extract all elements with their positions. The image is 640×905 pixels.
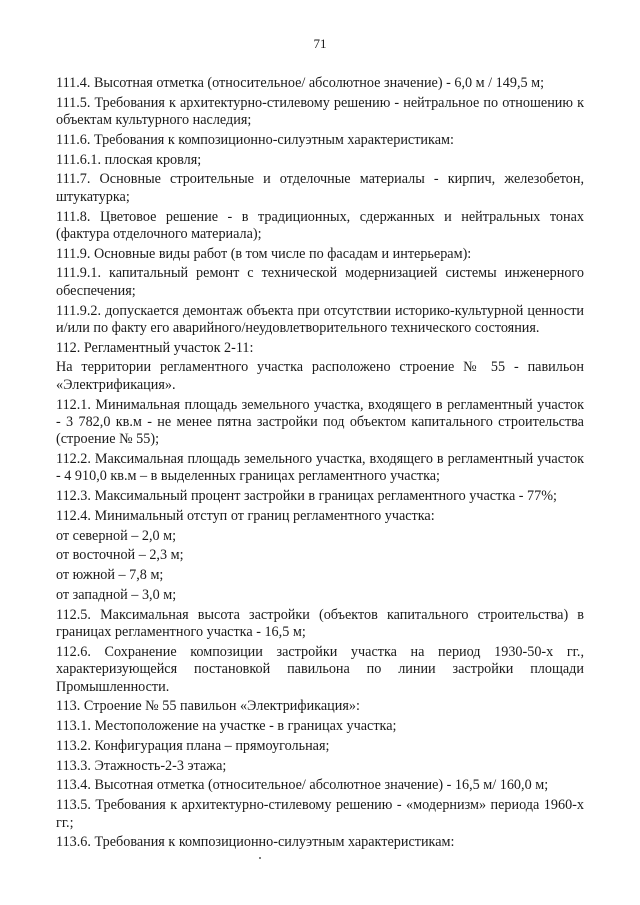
paragraph-111-9-2: 111.9.2. допускается демонтаж объекта при отсутствии историко-культурной ценности и/или по факту его аварийного/неудовлетворительного технического состояния. <box>56 302 584 336</box>
document-body <box>56 75 584 854</box>
setback-east: от восточной – 2,3 м; <box>56 547 184 564</box>
paragraph-112-intro: На территории регламентного участка расположено строение № 55 - павильон «Электрификация». <box>56 359 584 393</box>
page-number: 71 <box>313 36 327 51</box>
paragraph-112-1: 112.1. Минимальная площадь земельного участка, входящего в регламентный участок - 3 782,0 кв.м - не менее пятна застройки под объектом капитального строительства (строение № 55); <box>56 396 584 448</box>
paragraph-112: 112. Регламентный участок 2-11: <box>56 339 254 356</box>
paragraph-111-9-1: 111.9.1. капитальный ремонт с технической модернизацией системы инженерного обеспечения; <box>56 265 584 299</box>
paragraph-113-2: 113.2. Конфигурация плана – прямоугольная; <box>56 737 330 754</box>
setback-north: от северной – 2,0 м; <box>56 527 177 544</box>
paragraph-111-8: 111.8. Цветовое решение - в традиционных, сдержанных и нейтральных тонах (фактура отделочного материала); <box>56 208 584 242</box>
paragraph-111-7: 111.7. Основные строительные и отделочные материалы - кирпич, железобетон, штукатурка; <box>56 171 584 205</box>
paragraph-112-4: 112.4. Минимальный отступ от границ регламентного участка: <box>56 507 435 524</box>
paragraph-112-3: 112.3. Максимальный процент застройки в границах регламентного участка - 77%; <box>56 488 558 505</box>
paragraph-113-1: 113.1. Местоположение на участке - в границах участка; <box>56 718 397 735</box>
paragraph-112-2: 112.2. Максимальная площадь земельного участка, входящего в регламентный участок - 4 910,0 кв.м – в выделенных границах регламентного участка; <box>56 450 584 485</box>
paragraph-111-6-1: 111.6.1. плоская кровля; <box>56 151 202 168</box>
paragraph-111-9: 111.9. Основные виды работ (в том числе по фасадам и интерьерам): <box>56 245 472 262</box>
paragraph-112-6: 112.6. Сохранение композиции застройки участка на период 1930-50-х гг., характеризующейся постановкой павильона по линии застройки площади Промышленности. <box>56 643 584 695</box>
setback-west: от западной – 3,0 м; <box>56 587 177 604</box>
paragraph-112-5: 112.5. Максимальная высота застройки (объектов капитального строительства) в границах регламентного участка - 16,5 м; <box>56 606 584 641</box>
paragraph-113-3: 113.3. Этажность-2-3 этажа; <box>56 757 227 774</box>
paragraph-111-5: 111.5. Требования к архитектурно-стилевому решению - нейтральное по отношению к объектам культурного наследия; <box>56 94 584 129</box>
paragraph-113-4: 113.4. Высотная отметка (относительное/ абсолютное значение) - 16,5 м/ 160,0 м; <box>56 777 549 794</box>
scan-speck <box>259 857 261 859</box>
paragraph-113: 113. Строение № 55 павильон «Электрификация»: <box>56 698 360 715</box>
paragraph-111-4: 111.4. Высотная отметка (относительное/ абсолютное значение) - 6,0 м / 149,5 м; <box>56 75 545 91</box>
paragraph-113-6: 113.6. Требования к композиционно-силуэтным характеристикам: <box>56 834 455 851</box>
paragraph-111-6: 111.6. Требования к композиционно-силуэтным характеристикам: <box>56 131 454 148</box>
setback-south: от южной – 7,8 м; <box>56 567 164 584</box>
paragraph-113-5: 113.5. Требования к архитектурно-стилевому решению - «модернизм» периода 1960-х гг.; <box>56 797 584 831</box>
